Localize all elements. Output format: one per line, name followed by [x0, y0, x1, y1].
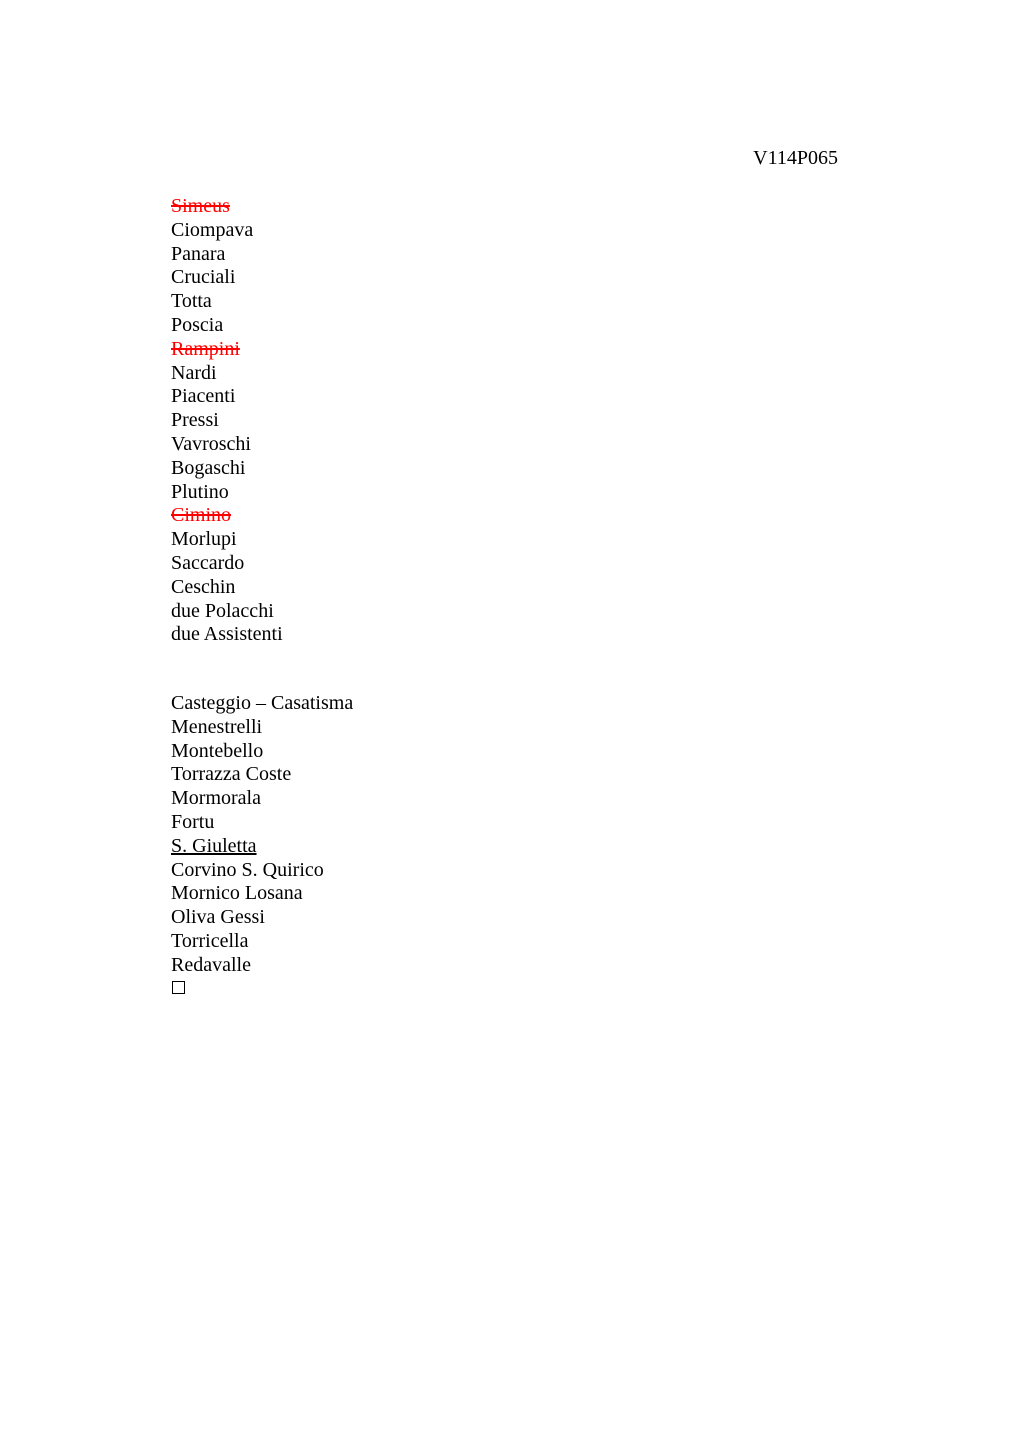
list-item: Piacenti	[171, 385, 236, 408]
list-item: Morlupi	[171, 528, 237, 551]
names-list	[171, 195, 283, 647]
list-item: Torrazza Coste	[171, 763, 292, 786]
list-item: Ciompava	[171, 218, 254, 241]
list-item: Redavalle	[171, 953, 251, 976]
list-item: due Assistenti	[171, 623, 283, 646]
list-item-deleted: Simeus	[171, 195, 230, 217]
list-item: Panara	[171, 242, 226, 265]
list-item: Bogaschi	[171, 456, 246, 479]
list-item: Torricella	[171, 929, 249, 952]
list-item: Corvino S. Quirico	[171, 858, 324, 881]
page-id: V114P065	[753, 147, 838, 169]
list-item: Vavroschi	[171, 432, 251, 455]
list-item: Casteggio – Casatisma	[171, 692, 354, 714]
list-item: Mormorala	[171, 787, 261, 810]
list-item: Oliva Gessi	[171, 906, 265, 929]
list-item: Ceschin	[171, 575, 236, 598]
list-item: Mornico Losana	[171, 882, 303, 905]
list-item: Pressi	[171, 409, 219, 432]
list-item: Saccardo	[171, 551, 245, 574]
list-item-deleted: Cimino	[171, 504, 232, 527]
list-item: Plutino	[171, 480, 229, 503]
list-item: Totta	[171, 290, 212, 313]
list-item: Nardi	[171, 361, 217, 384]
list-item: Montebello	[171, 739, 264, 762]
list-item: Menestrelli	[171, 715, 263, 738]
list-item: Poscia	[171, 313, 224, 336]
places-list	[171, 692, 353, 978]
empty-checkbox-icon	[172, 981, 185, 994]
list-item: Fortu	[171, 810, 215, 833]
list-item-deleted: Rampini	[171, 337, 240, 360]
list-item: due Polacchi	[171, 599, 274, 622]
list-item-underlined: S. Giuletta	[171, 834, 257, 857]
list-item: Cruciali	[171, 266, 236, 289]
